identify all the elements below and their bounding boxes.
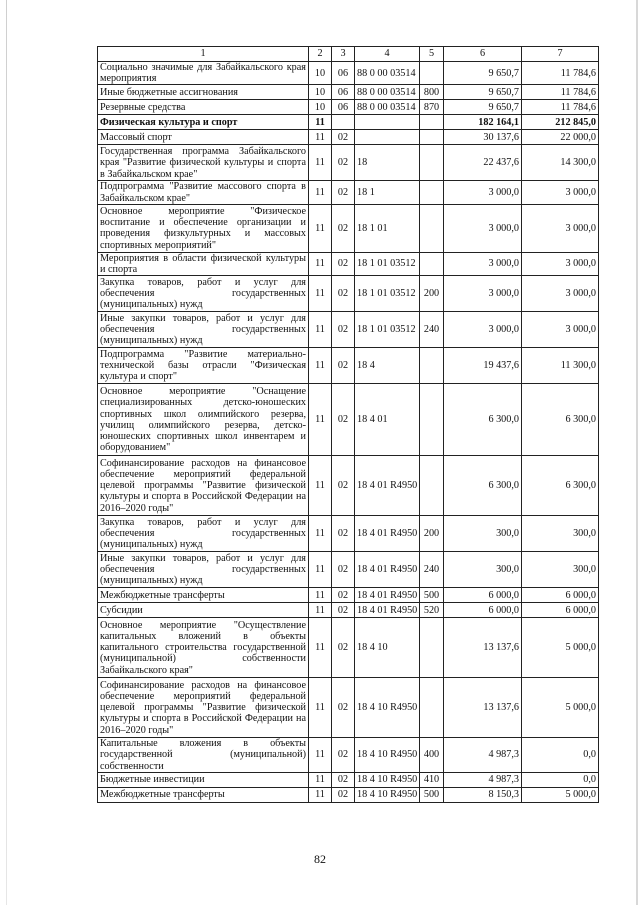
table-body <box>98 62 599 803</box>
column-header: 1 <box>98 47 309 62</box>
expense-type-cell: 500 <box>420 787 444 802</box>
amount-cell: 5 000,0 <box>522 787 599 802</box>
amount-cell: 300,0 <box>522 552 599 588</box>
subsection-cell: 02 <box>332 678 355 738</box>
amount-cell: 3 000,0 <box>522 204 599 252</box>
subsection-cell: 02 <box>332 204 355 252</box>
subsection-cell: 02 <box>332 738 355 773</box>
expense-type-cell: 410 <box>420 772 444 787</box>
target-article-cell: 18 1 <box>355 181 420 204</box>
expense-type-cell: 240 <box>420 552 444 588</box>
column-header: 6 <box>444 47 522 62</box>
section-cell: 11 <box>309 130 332 145</box>
target-article-cell: 88 0 00 03514 <box>355 100 420 115</box>
expense-name-cell: Межбюджетные трансферты <box>98 588 309 603</box>
amount-cell: 14 300,0 <box>522 145 599 181</box>
table-row <box>98 62 599 85</box>
section-cell: 11 <box>309 738 332 773</box>
expense-name-cell: Резервные средства <box>98 100 309 115</box>
table-row <box>98 603 599 618</box>
table-row <box>98 276 599 312</box>
subsection-cell: 02 <box>332 252 355 275</box>
target-article-cell: 18 4 10 R4950 <box>355 772 420 787</box>
amount-cell: 3 000,0 <box>444 276 522 312</box>
amount-cell: 4 987,3 <box>444 772 522 787</box>
amount-cell: 3 000,0 <box>522 181 599 204</box>
expense-type-cell <box>420 456 444 516</box>
expense-type-cell <box>420 62 444 85</box>
table-row <box>98 772 599 787</box>
expense-type-cell <box>420 204 444 252</box>
table-row <box>98 552 599 588</box>
page-number: 82 <box>314 852 326 866</box>
amount-cell: 9 650,7 <box>444 62 522 85</box>
amount-cell: 19 437,6 <box>444 348 522 384</box>
expense-type-cell: 870 <box>420 100 444 115</box>
amount-cell: 22 437,6 <box>444 145 522 181</box>
subsection-cell: 06 <box>332 62 355 85</box>
table-row <box>98 618 599 678</box>
section-cell: 11 <box>309 588 332 603</box>
amount-cell: 9 650,7 <box>444 85 522 100</box>
expense-name-cell: Подпрограмма "Развитие материально-технической базы отрасли "Физическая культура и спорт" <box>98 348 309 384</box>
amount-cell: 0,0 <box>522 738 599 773</box>
target-article-cell: 18 1 01 <box>355 204 420 252</box>
expense-name-cell: Государственная программа Забайкальского края "Развитие физической культуры и спорта в Забайкальском крае" <box>98 145 309 181</box>
subsection-cell: 02 <box>332 603 355 618</box>
amount-cell: 3 000,0 <box>444 312 522 348</box>
expense-name-cell: Закупка товаров, работ и услуг для обеспечения государственных (муниципальных) нужд <box>98 516 309 552</box>
section-cell: 11 <box>309 603 332 618</box>
column-header: 3 <box>332 47 355 62</box>
amount-cell: 6 000,0 <box>522 603 599 618</box>
table-row <box>98 115 599 130</box>
amount-cell: 3 000,0 <box>444 252 522 275</box>
expense-name-cell: Социально значимые для Забайкальского края мероприятия <box>98 62 309 85</box>
amount-cell: 8 150,3 <box>444 787 522 802</box>
amount-cell: 3 000,0 <box>522 276 599 312</box>
expense-type-cell: 400 <box>420 738 444 773</box>
amount-cell: 5 000,0 <box>522 678 599 738</box>
table-row <box>98 130 599 145</box>
target-article-cell: 18 4 01 R4950 <box>355 552 420 588</box>
expense-type-cell: 240 <box>420 312 444 348</box>
amount-cell: 6 000,0 <box>444 588 522 603</box>
expense-name-cell: Иные закупки товаров, работ и услуг для обеспечения государственных (муниципальных) нужд <box>98 552 309 588</box>
expense-name-cell: Мероприятия в области физической культуры и спорта <box>98 252 309 275</box>
table-row <box>98 456 599 516</box>
expense-type-cell: 520 <box>420 603 444 618</box>
target-article-cell: 18 4 10 R4950 <box>355 678 420 738</box>
amount-cell: 6 300,0 <box>522 456 599 516</box>
amount-cell: 300,0 <box>444 552 522 588</box>
table-row <box>98 85 599 100</box>
target-article-cell <box>355 130 420 145</box>
expense-name-cell: Иные бюджетные ассигнования <box>98 85 309 100</box>
column-header: 2 <box>309 47 332 62</box>
amount-cell: 6 300,0 <box>444 384 522 456</box>
section-cell: 10 <box>309 85 332 100</box>
expense-name-cell: Иные закупки товаров, работ и услуг для обеспечения государственных (муниципальных) нужд <box>98 312 309 348</box>
section-cell: 10 <box>309 100 332 115</box>
section-cell: 11 <box>309 678 332 738</box>
subsection-cell: 02 <box>332 130 355 145</box>
table-row <box>98 100 599 115</box>
table-row <box>98 181 599 204</box>
subsection-cell: 02 <box>332 384 355 456</box>
amount-cell: 300,0 <box>522 516 599 552</box>
target-article-cell: 18 1 01 03512 <box>355 312 420 348</box>
subsection-cell: 02 <box>332 552 355 588</box>
expense-name-cell: Основное мероприятие "Осуществление капитальных вложений в объекты капитального строительства государственной (муниципальной) собственности Забайкальского края" <box>98 618 309 678</box>
subsection-cell <box>332 115 355 130</box>
expense-type-cell <box>420 384 444 456</box>
page-edge <box>6 0 7 905</box>
subsection-cell: 02 <box>332 516 355 552</box>
subsection-cell: 02 <box>332 348 355 384</box>
target-article-cell: 18 4 01 R4950 <box>355 516 420 552</box>
amount-cell: 6 000,0 <box>444 603 522 618</box>
expense-type-cell <box>420 348 444 384</box>
table-row <box>98 588 599 603</box>
amount-cell: 4 987,3 <box>444 738 522 773</box>
expense-name-cell: Софинансирование расходов на финансовое обеспечение мероприятий федеральной целевой программы "Развитие физической культуры и спорта в Российской Федерации на 2016–2020 годы" <box>98 456 309 516</box>
subsection-cell: 02 <box>332 456 355 516</box>
section-cell: 11 <box>309 787 332 802</box>
amount-cell: 3 000,0 <box>444 204 522 252</box>
amount-cell: 11 784,6 <box>522 100 599 115</box>
section-cell: 11 <box>309 516 332 552</box>
page-edge <box>636 0 638 905</box>
amount-cell: 0,0 <box>522 772 599 787</box>
table-row <box>98 252 599 275</box>
expense-type-cell <box>420 145 444 181</box>
table-row <box>98 738 599 773</box>
expense-type-cell: 500 <box>420 588 444 603</box>
subsection-cell: 06 <box>332 100 355 115</box>
amount-cell: 11 784,6 <box>522 85 599 100</box>
subsection-cell: 02 <box>332 276 355 312</box>
table-row <box>98 516 599 552</box>
section-cell: 11 <box>309 552 332 588</box>
amount-cell: 6 300,0 <box>522 384 599 456</box>
amount-cell: 30 137,6 <box>444 130 522 145</box>
expense-name-cell: Основное мероприятие "Физическое воспитание и обеспечение организации и проведения физкультурных и массовых спортивных мероприятий" <box>98 204 309 252</box>
amount-cell: 11 300,0 <box>522 348 599 384</box>
expense-type-cell: 200 <box>420 516 444 552</box>
target-article-cell: 18 1 01 03512 <box>355 276 420 312</box>
table-row <box>98 145 599 181</box>
subsection-cell: 02 <box>332 181 355 204</box>
target-article-cell: 18 4 10 <box>355 618 420 678</box>
amount-cell: 5 000,0 <box>522 618 599 678</box>
section-cell: 11 <box>309 115 332 130</box>
target-article-cell: 18 4 01 <box>355 384 420 456</box>
amount-cell: 11 784,6 <box>522 62 599 85</box>
target-article-cell: 18 1 01 03512 <box>355 252 420 275</box>
table-header-row <box>98 47 599 62</box>
amount-cell: 6 000,0 <box>522 588 599 603</box>
amount-cell: 9 650,7 <box>444 100 522 115</box>
subsection-cell: 02 <box>332 145 355 181</box>
expense-name-cell: Массовый спорт <box>98 130 309 145</box>
column-header: 4 <box>355 47 420 62</box>
section-cell: 11 <box>309 252 332 275</box>
section-cell: 11 <box>309 348 332 384</box>
amount-cell: 22 000,0 <box>522 130 599 145</box>
subsection-cell: 02 <box>332 588 355 603</box>
budget-table <box>97 46 599 803</box>
target-article-cell: 18 4 01 R4950 <box>355 603 420 618</box>
target-article-cell: 18 <box>355 145 420 181</box>
target-article-cell: 18 4 10 R4950 <box>355 787 420 802</box>
expense-name-cell: Межбюджетные трансферты <box>98 787 309 802</box>
table-row <box>98 204 599 252</box>
amount-cell: 3 000,0 <box>522 252 599 275</box>
subsection-cell: 02 <box>332 772 355 787</box>
expense-type-cell <box>420 618 444 678</box>
target-article-cell <box>355 115 420 130</box>
amount-cell: 13 137,6 <box>444 678 522 738</box>
amount-cell: 300,0 <box>444 516 522 552</box>
section-cell: 11 <box>309 181 332 204</box>
section-cell: 11 <box>309 618 332 678</box>
subsection-cell: 02 <box>332 312 355 348</box>
target-article-cell: 18 4 01 R4950 <box>355 588 420 603</box>
expense-name-cell: Основное мероприятие "Оснащение специализированных детско-юношеских спортивных школ олимпийского резерва, училищ олимпийского резерва, детско-юношеских спортивных школ инвентарем и оборудованием" <box>98 384 309 456</box>
expense-name-cell: Физическая культура и спорт <box>98 115 309 130</box>
subsection-cell: 02 <box>332 618 355 678</box>
expense-name-cell: Субсидии <box>98 603 309 618</box>
expense-name-cell: Бюджетные инвестиции <box>98 772 309 787</box>
subsection-cell: 02 <box>332 787 355 802</box>
expense-type-cell: 200 <box>420 276 444 312</box>
table-row <box>98 678 599 738</box>
section-cell: 11 <box>309 276 332 312</box>
expense-type-cell <box>420 130 444 145</box>
table-row <box>98 787 599 802</box>
expense-type-cell: 800 <box>420 85 444 100</box>
target-article-cell: 88 0 00 03514 <box>355 85 420 100</box>
amount-cell: 212 845,0 <box>522 115 599 130</box>
table-row <box>98 348 599 384</box>
expense-type-cell <box>420 252 444 275</box>
amount-cell: 3 000,0 <box>522 312 599 348</box>
column-header: 7 <box>522 47 599 62</box>
section-cell: 10 <box>309 62 332 85</box>
target-article-cell: 88 0 00 03514 <box>355 62 420 85</box>
table-row <box>98 384 599 456</box>
section-cell: 11 <box>309 145 332 181</box>
column-header: 5 <box>420 47 444 62</box>
expense-type-cell <box>420 181 444 204</box>
target-article-cell: 18 4 01 R4950 <box>355 456 420 516</box>
section-cell: 11 <box>309 772 332 787</box>
expense-name-cell: Закупка товаров, работ и услуг для обеспечения государственных (муниципальных) нужд <box>98 276 309 312</box>
expense-type-cell <box>420 678 444 738</box>
section-cell: 11 <box>309 384 332 456</box>
expense-name-cell: Софинансирование расходов на финансовое обеспечение мероприятий федеральной целевой программы "Развитие физической культуры и спорта в Российской Федерации на 2016–2020 годы" <box>98 678 309 738</box>
target-article-cell: 18 4 10 R4950 <box>355 738 420 773</box>
amount-cell: 13 137,6 <box>444 618 522 678</box>
section-cell: 11 <box>309 204 332 252</box>
subsection-cell: 06 <box>332 85 355 100</box>
amount-cell: 6 300,0 <box>444 456 522 516</box>
expense-name-cell: Капитальные вложения в объекты государственной (муниципальной) собственности <box>98 738 309 773</box>
expense-name-cell: Подпрограмма "Развитие массового спорта в Забайкальском крае" <box>98 181 309 204</box>
target-article-cell: 18 4 <box>355 348 420 384</box>
table-row <box>98 312 599 348</box>
expense-type-cell <box>420 115 444 130</box>
section-cell: 11 <box>309 312 332 348</box>
amount-cell: 3 000,0 <box>444 181 522 204</box>
section-cell: 11 <box>309 456 332 516</box>
amount-cell: 182 164,1 <box>444 115 522 130</box>
